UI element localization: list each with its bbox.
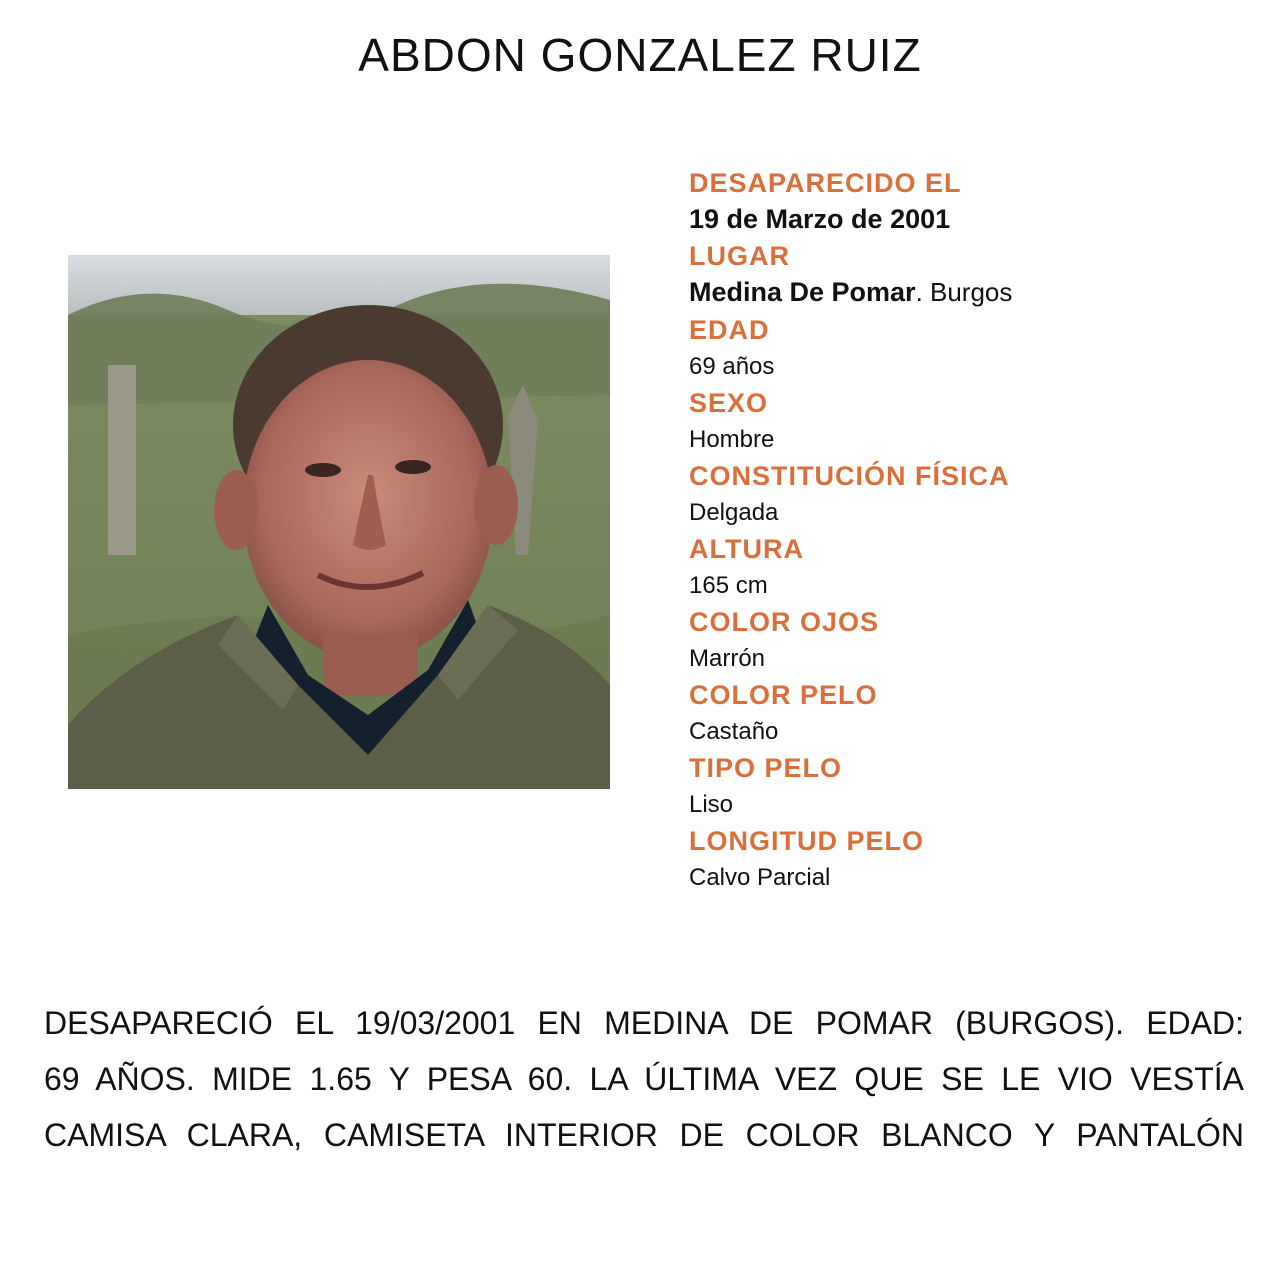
person-name: ABDON GONZALEZ RUIZ	[358, 29, 922, 81]
value-lugar-province: . Burgos	[915, 277, 1013, 307]
value-sexo: Hombre	[689, 426, 775, 453]
value-altura: 165 cm	[689, 572, 768, 599]
value-color-pelo: Castaño	[689, 718, 779, 745]
value-edad: 69 años	[689, 353, 775, 380]
value-tipo-pelo: Liso	[689, 791, 734, 818]
label-color-ojos: COLOR OJOS	[689, 607, 880, 637]
description-line: CAMISA CLARA, CAMISETA INTERIOR DE COLOR BLANCO Y PANTALÓN	[44, 1117, 1244, 1153]
description-text	[44, 995, 1244, 1163]
label-desaparecido: DESAPARECIDO EL	[689, 168, 962, 198]
details-panel	[689, 165, 1249, 896]
value-color-ojos: Marrón	[689, 645, 766, 672]
label-edad: EDAD	[689, 315, 770, 345]
description-line: 69 AÑOS. MIDE 1.65 Y PESA 60. LA ÚLTIMA VEZ QUE SE LE VIO VESTÍA	[44, 1061, 1244, 1097]
value-constitucion: Delgada	[689, 499, 779, 526]
value-desaparecido: 19 de Marzo de 2001	[689, 204, 951, 234]
person-photo	[68, 255, 610, 789]
label-sexo: SEXO	[689, 388, 769, 418]
value-lugar-city: Medina De Pomar	[689, 277, 916, 307]
label-altura: ALTURA	[689, 534, 804, 564]
value-longitud-pelo: Calvo Parcial	[689, 864, 831, 891]
label-constitucion: CONSTITUCIÓN FÍSICA	[689, 461, 1010, 491]
person-photo-icon	[68, 255, 610, 789]
label-longitud-pelo: LONGITUD PELO	[689, 826, 924, 856]
label-lugar: LUGAR	[689, 241, 790, 271]
value-lugar	[689, 274, 1249, 312]
label-color-pelo: COLOR PELO	[689, 680, 878, 710]
description-line: DESAPARECIÓ EL 19/03/2001 EN MEDINA DE POMAR (BURGOS). EDAD:	[44, 1005, 1244, 1041]
label-tipo-pelo: TIPO PELO	[689, 753, 843, 783]
